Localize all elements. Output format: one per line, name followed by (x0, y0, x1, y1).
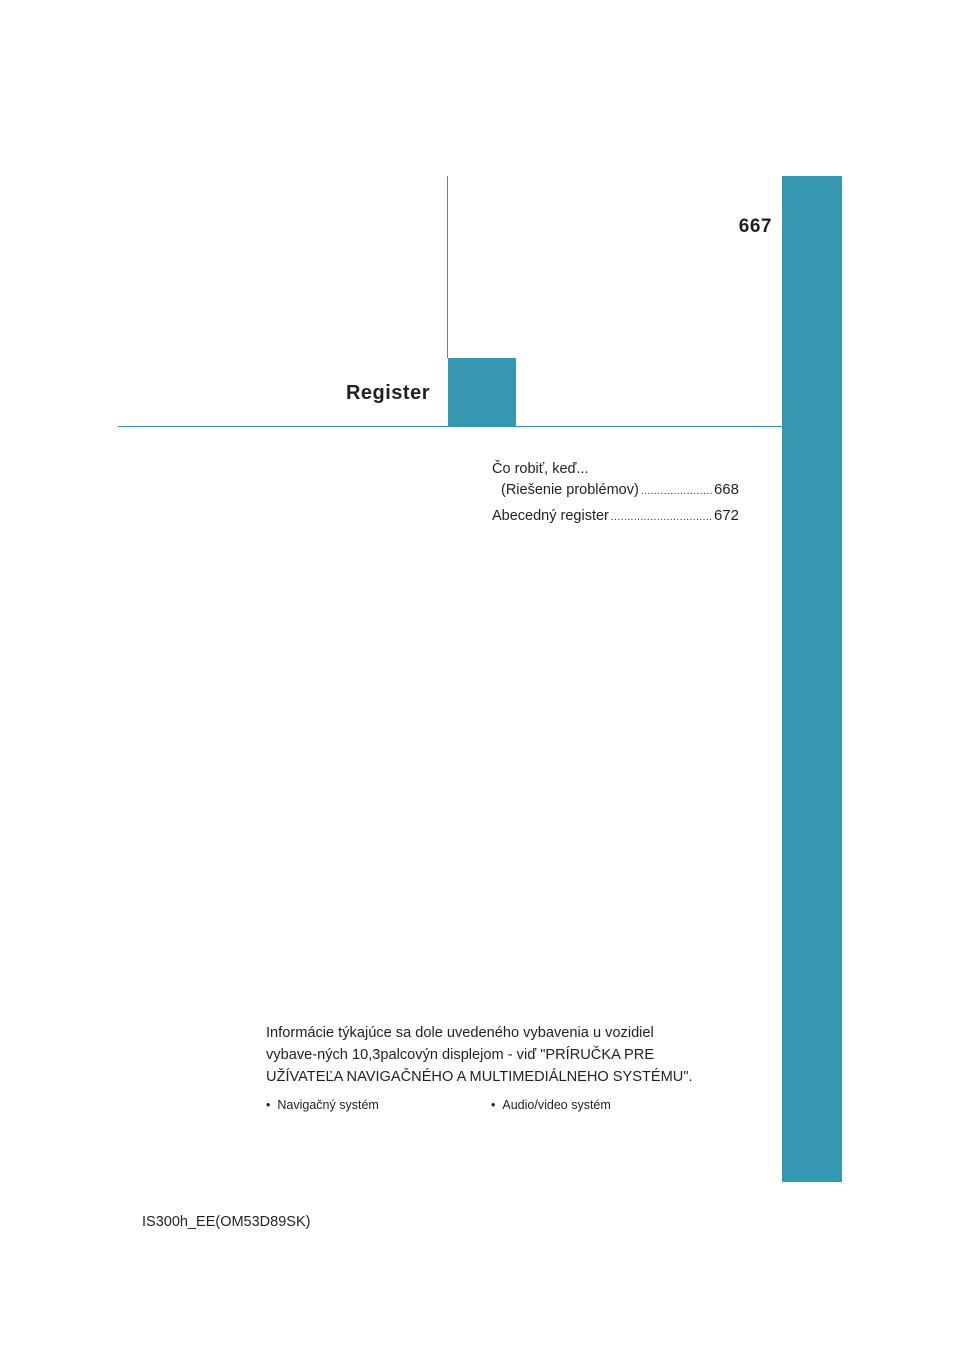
horizontal-rule (118, 426, 782, 427)
note-text: Informácie týkajúce sa dole uvedeného vybavenia u vozidiel vybave-ných 10,3palcovýn displejom - viď "PRÍRUČKA PRE UŽÍVATEĽA NAVIGAČNÉHO A MULTIMEDIÁLNEHO SYSTÉMU". (266, 1025, 693, 1085)
page-number: 667 (738, 216, 772, 237)
toc-entry-2[interactable] (492, 507, 739, 524)
toc-entry-2-label: Abecedný register (492, 508, 609, 524)
bullet-label: Navigačný systém (277, 1098, 379, 1112)
toc-entry-1-label: (Riešenie problémov) (501, 482, 639, 498)
toc-leader-dots (641, 486, 712, 497)
toc-leader-dots (611, 512, 712, 523)
bullet-icon: • (491, 1098, 496, 1112)
toc-entry-1[interactable] (492, 481, 739, 498)
toc-entry-1-page: 668 (713, 481, 739, 498)
section-title: Register (345, 382, 430, 404)
vertical-rule (447, 176, 448, 358)
section-marker (448, 358, 516, 427)
toc-entry-1-title[interactable]: Čo robiť, keď... (492, 461, 589, 477)
bullet-item (491, 1098, 611, 1112)
chapter-tab (782, 176, 842, 1182)
toc-entry-2-page: 672 (713, 507, 739, 524)
document-code: IS300h_EE(OM53D89SK) (142, 1214, 311, 1230)
bullet-icon: • (266, 1098, 271, 1112)
bullet-item (266, 1098, 379, 1112)
bullet-label: Audio/video systém (502, 1098, 611, 1112)
